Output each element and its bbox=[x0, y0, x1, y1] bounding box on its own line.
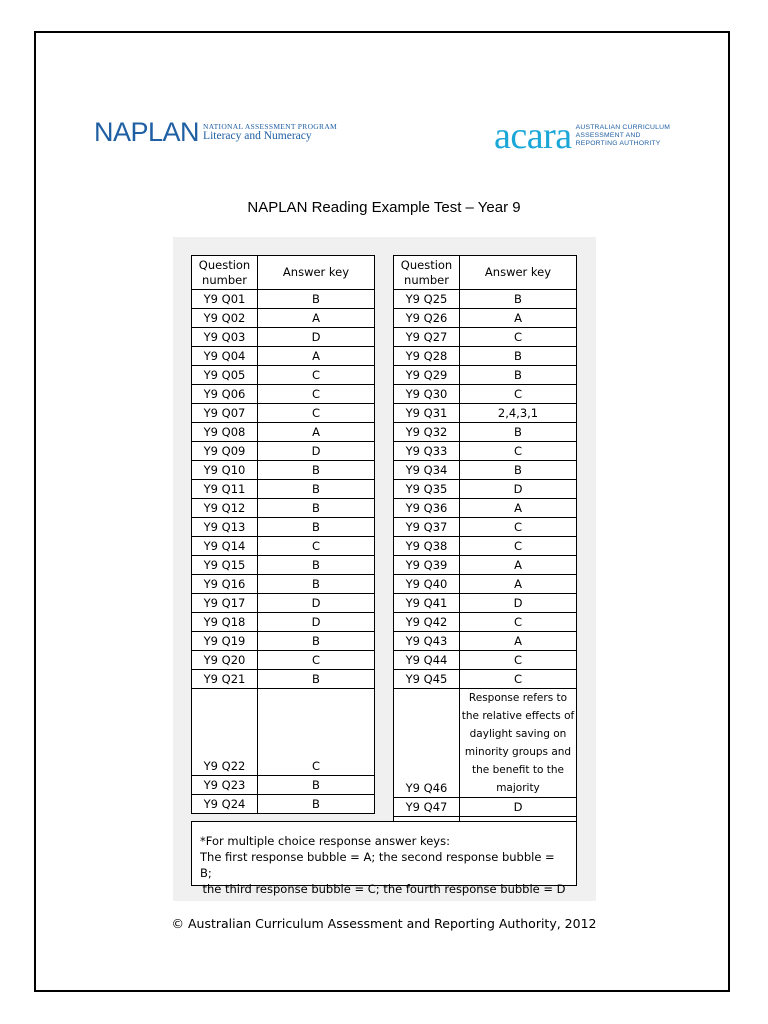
answer-cell: C bbox=[258, 689, 375, 776]
document-title: NAPLAN Reading Example Test – Year 9 bbox=[247, 199, 521, 216]
question-number-cell: Y9 Q46 bbox=[394, 689, 460, 798]
question-number-cell: Y9 Q22 bbox=[192, 689, 258, 776]
question-number-cell: Y9 Q44 bbox=[394, 651, 460, 670]
answer-cell: D bbox=[460, 594, 577, 613]
table-row bbox=[394, 537, 577, 556]
question-number-cell: Y9 Q01 bbox=[192, 290, 258, 309]
copyright-notice: © Australian Curriculum Assessment and Reporting Authority, 2012 bbox=[171, 916, 597, 931]
table-row bbox=[394, 556, 577, 575]
table-row bbox=[394, 309, 577, 328]
question-number-cell: Y9 Q03 bbox=[192, 328, 258, 347]
footnote-line2: The first response bubble = A; the second response bubble = B; bbox=[200, 850, 555, 880]
question-number-cell: Y9 Q05 bbox=[192, 366, 258, 385]
question-number-header: Question number bbox=[192, 256, 258, 290]
question-number-header: Question number bbox=[394, 256, 460, 290]
table-row bbox=[192, 795, 375, 814]
answer-cell: B bbox=[460, 423, 577, 442]
answer-key-table-left bbox=[191, 255, 375, 814]
answer-key-header: Answer key bbox=[460, 256, 577, 290]
answer-cell: B bbox=[258, 461, 375, 480]
answer-cell: A bbox=[460, 556, 577, 575]
answer-cell: C bbox=[460, 518, 577, 537]
table-row bbox=[394, 404, 577, 423]
answer-cell: B bbox=[258, 480, 375, 499]
answer-cell: C bbox=[460, 651, 577, 670]
naplan-logo bbox=[94, 119, 337, 146]
table-row bbox=[394, 461, 577, 480]
table-row bbox=[394, 366, 577, 385]
question-number-cell: Y9 Q12 bbox=[192, 499, 258, 518]
table-header-row bbox=[394, 256, 577, 290]
question-number-cell: Y9 Q08 bbox=[192, 423, 258, 442]
table-row bbox=[192, 632, 375, 651]
acara-logo-wordmark: acara bbox=[494, 115, 572, 157]
answer-key-table-right bbox=[393, 255, 577, 836]
acara-logo bbox=[494, 117, 670, 155]
table-header-row bbox=[192, 256, 375, 290]
answer-cell: B bbox=[258, 499, 375, 518]
answer-cell: C bbox=[258, 537, 375, 556]
answer-cell: B bbox=[460, 366, 577, 385]
table-row bbox=[394, 385, 577, 404]
table-row bbox=[394, 423, 577, 442]
question-number-cell: Y9 Q29 bbox=[394, 366, 460, 385]
table-row bbox=[394, 480, 577, 499]
answer-cell: D bbox=[258, 328, 375, 347]
table-row bbox=[192, 404, 375, 423]
question-number-cell: Y9 Q17 bbox=[192, 594, 258, 613]
table-row bbox=[394, 518, 577, 537]
question-number-cell: Y9 Q27 bbox=[394, 328, 460, 347]
answer-key-footnote bbox=[191, 821, 577, 896]
question-number-cell: Y9 Q37 bbox=[394, 518, 460, 537]
answer-cell: A bbox=[258, 347, 375, 366]
table-row bbox=[192, 423, 375, 442]
acara-logo-line2: ASSESSMENT AND bbox=[575, 132, 641, 140]
answer-cell: A bbox=[258, 423, 375, 442]
table-row bbox=[394, 442, 577, 461]
question-number-cell: Y9 Q28 bbox=[394, 347, 460, 366]
acara-logo-line1: AUSTRALIAN CURRICULUM bbox=[575, 124, 671, 132]
naplan-logo-line1: NATIONAL ASSESSMENT PROGRAM bbox=[203, 121, 338, 131]
answer-cell: A bbox=[460, 632, 577, 651]
answer-cell: C bbox=[258, 385, 375, 404]
answer-cell: D bbox=[258, 442, 375, 461]
table-row bbox=[192, 461, 375, 480]
question-number-cell: Y9 Q19 bbox=[192, 632, 258, 651]
question-number-cell: Y9 Q41 bbox=[394, 594, 460, 613]
acara-logo-line3: REPORTING AUTHORITY bbox=[575, 139, 661, 147]
question-number-cell: Y9 Q30 bbox=[394, 385, 460, 404]
question-number-cell: Y9 Q07 bbox=[192, 404, 258, 423]
answer-cell: D bbox=[460, 798, 577, 817]
table-row bbox=[394, 328, 577, 347]
answer-cell: C bbox=[460, 670, 577, 689]
footnote-line1: *For multiple choice response answer keys: bbox=[200, 834, 450, 848]
question-number-cell: Y9 Q43 bbox=[394, 632, 460, 651]
acara-logo-tagline bbox=[576, 124, 670, 147]
footnote-line3: the third response bubble = C; the fourth response bubble = D bbox=[202, 882, 566, 896]
table-row bbox=[394, 613, 577, 632]
table-row bbox=[394, 347, 577, 366]
question-number-cell: Y9 Q36 bbox=[394, 499, 460, 518]
table-row bbox=[192, 776, 375, 795]
table-row bbox=[192, 347, 375, 366]
answer-cell: Response refers to the relative effects of daylight saving on minority groups and the benefit to the majority bbox=[460, 689, 577, 798]
question-number-cell: Y9 Q45 bbox=[394, 670, 460, 689]
question-number-cell: Y9 Q34 bbox=[394, 461, 460, 480]
answer-cell: B bbox=[258, 632, 375, 651]
answer-cell: C bbox=[460, 328, 577, 347]
answer-cell: B bbox=[460, 290, 577, 309]
answer-cell: C bbox=[258, 651, 375, 670]
answer-cell: A bbox=[460, 499, 577, 518]
answer-cell: B bbox=[460, 347, 577, 366]
table-row bbox=[192, 328, 375, 347]
question-number-cell: Y9 Q06 bbox=[192, 385, 258, 404]
answer-cell: B bbox=[258, 556, 375, 575]
question-number-cell: Y9 Q26 bbox=[394, 309, 460, 328]
question-number-cell: Y9 Q35 bbox=[394, 480, 460, 499]
question-number-cell: Y9 Q20 bbox=[192, 651, 258, 670]
table-row bbox=[192, 385, 375, 404]
table-row bbox=[192, 518, 375, 537]
question-number-cell: Y9 Q11 bbox=[192, 480, 258, 499]
table-row bbox=[192, 366, 375, 385]
naplan-logo-wordmark: NAPLAN bbox=[94, 117, 200, 147]
question-number-cell: Y9 Q31 bbox=[394, 404, 460, 423]
table-row bbox=[394, 798, 577, 817]
question-number-cell: Y9 Q39 bbox=[394, 556, 460, 575]
question-number-cell: Y9 Q10 bbox=[192, 461, 258, 480]
question-number-cell: Y9 Q04 bbox=[192, 347, 258, 366]
table-row bbox=[394, 499, 577, 518]
question-number-cell: Y9 Q32 bbox=[394, 423, 460, 442]
answer-key-header: Answer key bbox=[258, 256, 375, 290]
question-number-cell: Y9 Q40 bbox=[394, 575, 460, 594]
table-row bbox=[192, 290, 375, 309]
question-number-cell: Y9 Q15 bbox=[192, 556, 258, 575]
answer-cell: B bbox=[258, 795, 375, 814]
answer-cell: C bbox=[460, 613, 577, 632]
table-row bbox=[192, 575, 375, 594]
question-number-cell: Y9 Q13 bbox=[192, 518, 258, 537]
question-number-cell: Y9 Q21 bbox=[192, 670, 258, 689]
table-row bbox=[394, 670, 577, 689]
table-row bbox=[192, 651, 375, 670]
answer-cell: C bbox=[460, 537, 577, 556]
answer-cell: C bbox=[258, 366, 375, 385]
answer-cell: B bbox=[460, 461, 577, 480]
naplan-logo-line2: Literacy and Numeracy bbox=[203, 130, 312, 143]
question-number-cell: Y9 Q18 bbox=[192, 613, 258, 632]
table-row bbox=[192, 537, 375, 556]
table-row bbox=[192, 556, 375, 575]
table-row bbox=[192, 309, 375, 328]
answer-cell: B bbox=[258, 575, 375, 594]
table-row bbox=[394, 575, 577, 594]
answer-cell: B bbox=[258, 670, 375, 689]
question-number-cell: Y9 Q02 bbox=[192, 309, 258, 328]
question-number-cell: Y9 Q24 bbox=[192, 795, 258, 814]
table-row bbox=[394, 632, 577, 651]
answer-cell: B bbox=[258, 776, 375, 795]
question-number-cell: Y9 Q47 bbox=[394, 798, 460, 817]
answer-cell: D bbox=[460, 480, 577, 499]
question-number-cell: Y9 Q16 bbox=[192, 575, 258, 594]
table-row bbox=[192, 670, 375, 689]
answer-cell: C bbox=[460, 442, 577, 461]
answer-cell: C bbox=[258, 404, 375, 423]
question-number-cell: Y9 Q38 bbox=[394, 537, 460, 556]
table-row bbox=[394, 689, 577, 798]
table-row bbox=[394, 290, 577, 309]
question-number-cell: Y9 Q23 bbox=[192, 776, 258, 795]
table-row bbox=[192, 689, 375, 776]
question-number-cell: Y9 Q25 bbox=[394, 290, 460, 309]
question-number-cell: Y9 Q33 bbox=[394, 442, 460, 461]
table-row bbox=[192, 480, 375, 499]
answer-cell: D bbox=[258, 594, 375, 613]
answer-cell: A bbox=[460, 309, 577, 328]
table-row bbox=[192, 594, 375, 613]
table-row bbox=[394, 594, 577, 613]
table-row bbox=[394, 651, 577, 670]
answer-cell: A bbox=[258, 309, 375, 328]
naplan-logo-tagline bbox=[203, 123, 337, 143]
question-number-cell: Y9 Q09 bbox=[192, 442, 258, 461]
table-row bbox=[192, 442, 375, 461]
table-row bbox=[192, 613, 375, 632]
answer-cell: B bbox=[258, 290, 375, 309]
answer-cell: B bbox=[258, 518, 375, 537]
question-number-cell: Y9 Q42 bbox=[394, 613, 460, 632]
table-row bbox=[192, 499, 375, 518]
question-number-cell: Y9 Q14 bbox=[192, 537, 258, 556]
answer-cell: A bbox=[460, 575, 577, 594]
answer-cell: D bbox=[258, 613, 375, 632]
answer-cell: 2,4,3,1 bbox=[460, 404, 577, 423]
answer-cell: C bbox=[460, 385, 577, 404]
